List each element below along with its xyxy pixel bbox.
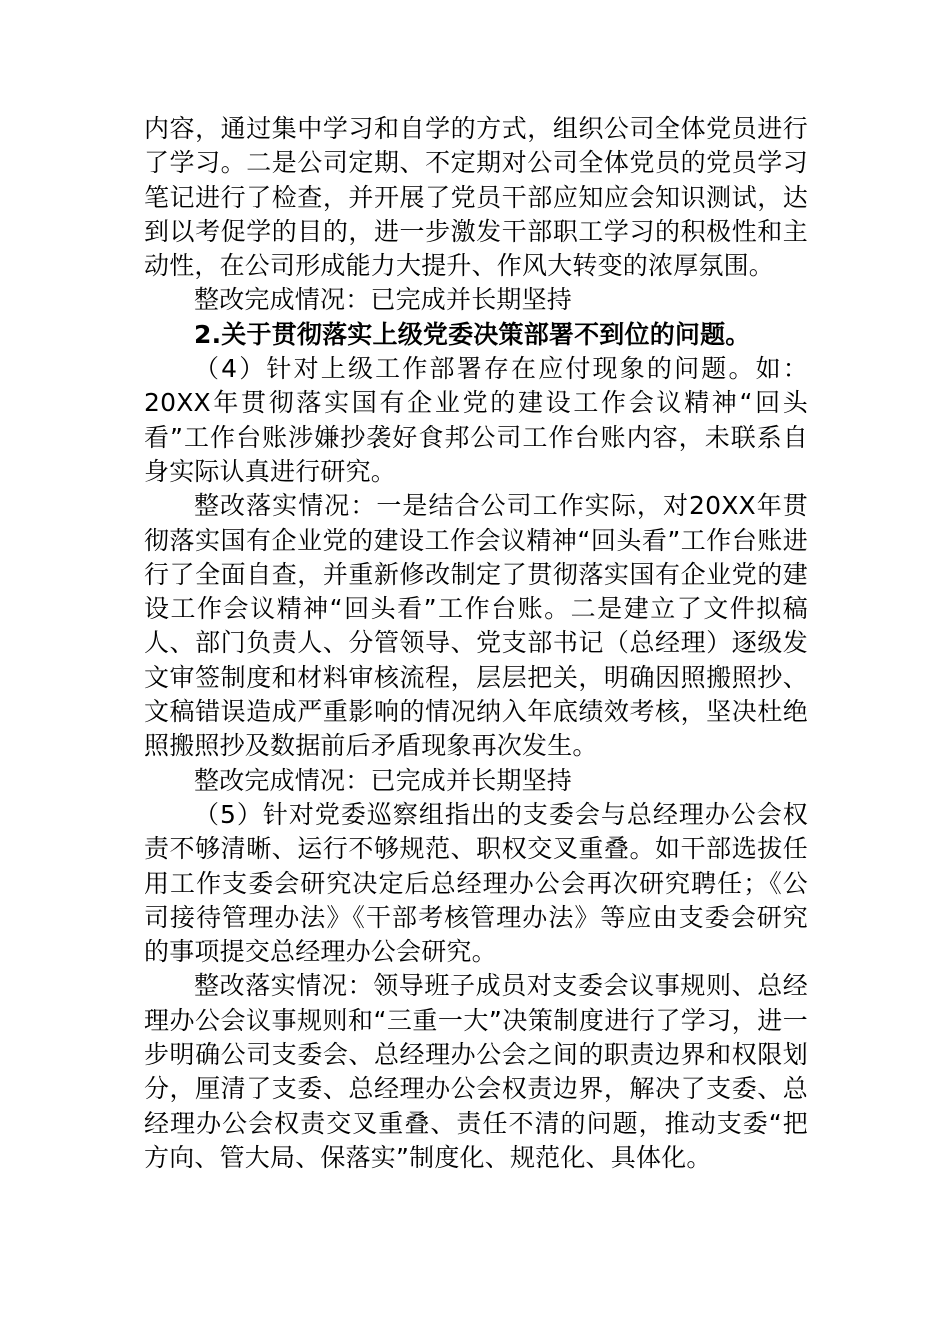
rectification-status: 整改完成情况：已完成并长期坚持 [194,765,573,795]
rectification-implementation: 整改落实情况：一是结合公司工作实际，对20XX年贯彻落实国有企业党的建设工作会议精神“回头看”工作台账进行了全面自查，并重新修改制定了贯彻落实国有企业党的建设工作会议精神“回头看”工作台账。二是建立了文件拟稿人、部门负责人、分管领导、党支部书记（总经理）逐级发文审签制度和材料审核流程，层层把关，明确因照搬照抄、文稿错误造成严重影响的情况纳入年底绩效考核，坚决杜绝照搬照抄及数据前后矛盾现象再次发生。 [144,491,808,761]
document-body [144,112,808,1175]
rectification-status: 整改完成情况：已完成并长期坚持 [194,285,573,315]
section-heading: 2.关于贯彻落实上级党委决策部署不到位的问题。 [194,319,751,349]
issue-item-4: （4）针对上级工作部署存在应付现象的问题。如：20XX年贯彻落实国有企业党的建设工作会议精神“回头看”工作台账涉嫌抄袭好食邦公司工作台账内容，未联系自身实际认真进行研究。 [144,354,808,486]
paragraph-continuation: 内容，通过集中学习和自学的方式，组织公司全体党员进行了学习。二是公司定期、不定期对公司全体党员的党员学习笔记进行了检查，并开展了党员干部应知应会知识测试，达到以考促学的目的，进一步激发干部职工学习的积极性和主动性，在公司形成能力大提升、作风大转变的浓厚氛围。 [144,114,808,281]
issue-item-5: （5）针对党委巡察组指出的支委会与总经理办公会权责不够清晰、运行不够规范、职权交叉重叠。如干部选拔任用工作支委会研究决定后总经理办公会再次研究聘任；《公司接待管理办法》《干部考核管理办法》等应由支委会研究的事项提交总经理办公会研究。 [144,799,808,967]
rectification-implementation: 整改落实情况：领导班子成员对支委会议事规则、总经理办公会议事规则和“三重一大”决策制度进行了学习，进一步明确公司支委会、总经理办公会之间的职责边界和权限划分，厘清了支委、总经理办公会权责边界，解决了支委、总经理办公会权责交叉重叠、责任不清的问题，推动支委“把方向、管大局、保落实”制度化、规范化、具体化。 [144,971,808,1172]
